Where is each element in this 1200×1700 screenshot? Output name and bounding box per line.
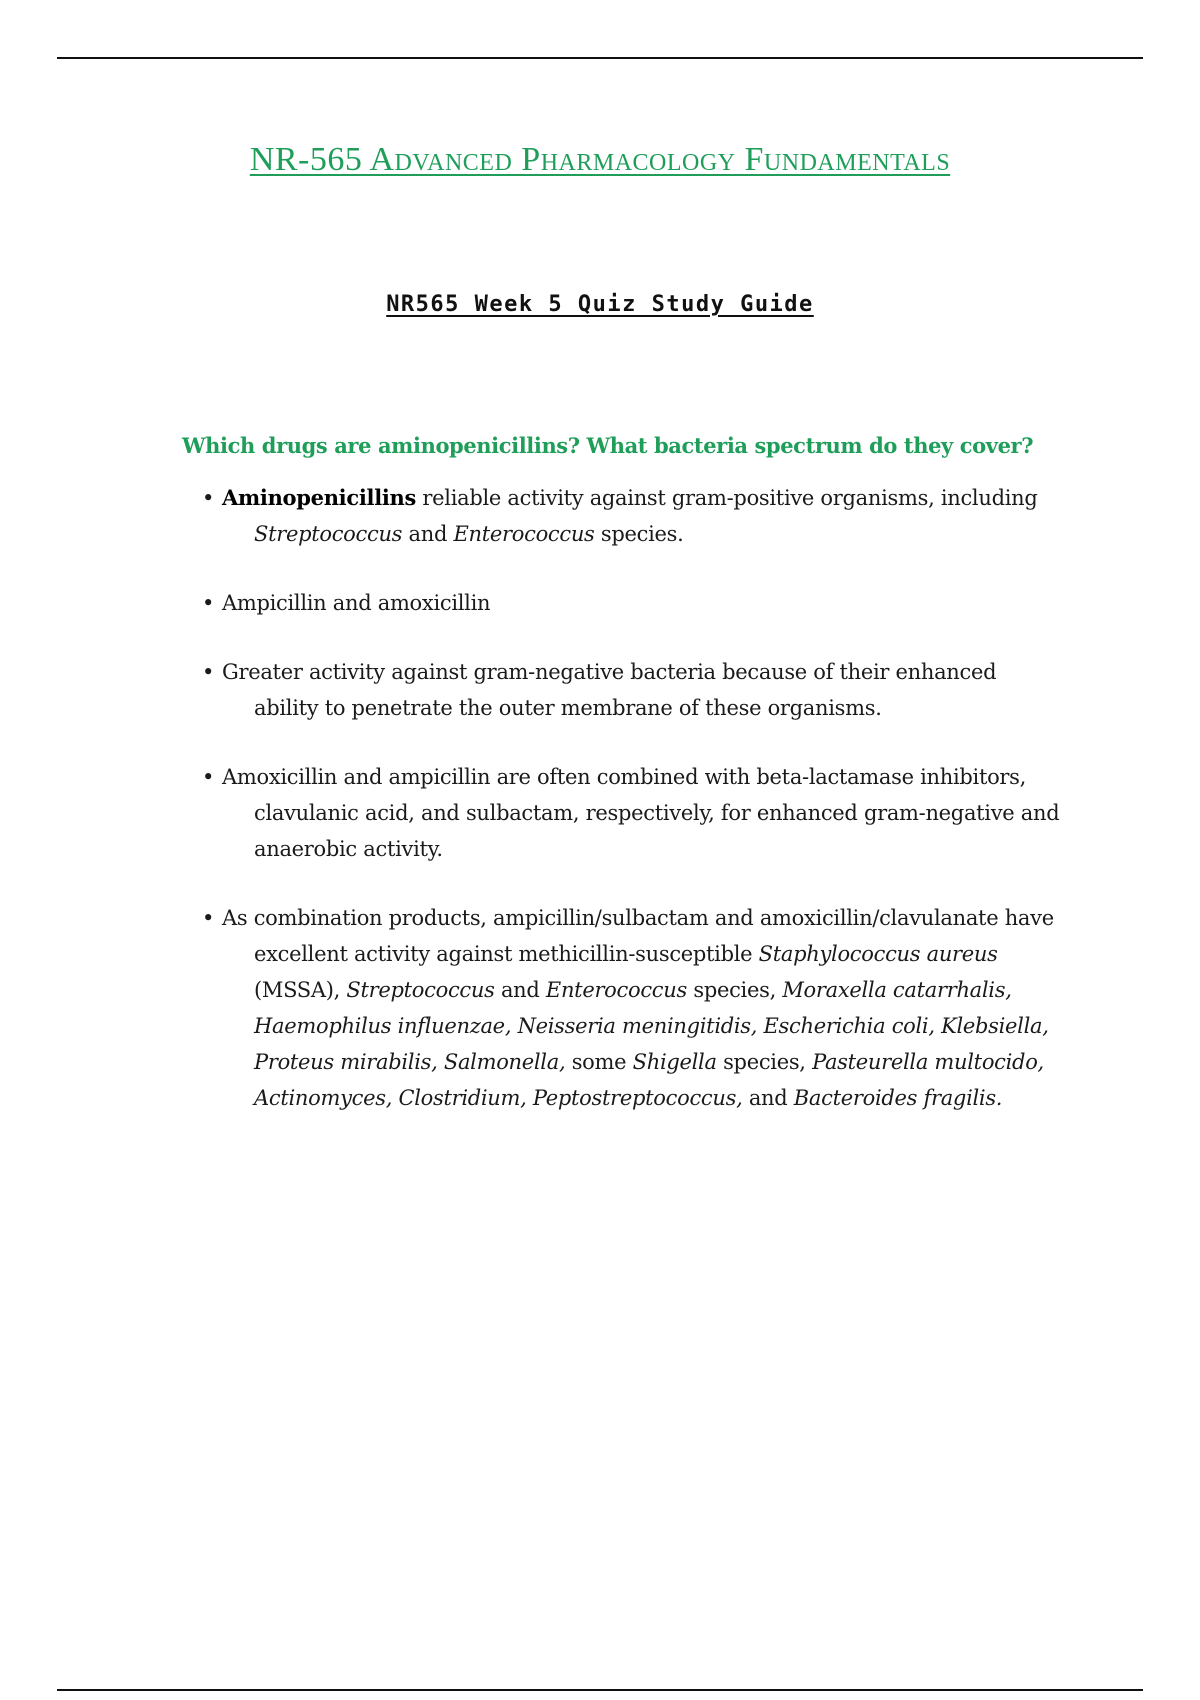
- study-guide-title-text: NR565 Week 5 Quiz Study Guide: [386, 292, 814, 317]
- item-text: some: [565, 1050, 633, 1074]
- organism-name: Staphylococcus aureus: [758, 942, 998, 966]
- item-text: As combination products, ampicillin/sulbactam and amoxicillin/clavulanate have excellent activity against methicillin-susceptible: [222, 906, 1054, 966]
- list-item: [182, 759, 1062, 867]
- item-text: and: [742, 1086, 794, 1110]
- bullet-marker: •: [202, 765, 215, 789]
- organism-name: Enterococcus: [545, 978, 687, 1002]
- organism-name: Streptococcus: [346, 978, 495, 1002]
- item-text: species,: [716, 1050, 813, 1074]
- item-text: reliable activity against gram-positive organisms, including: [416, 486, 1038, 510]
- organism-name: Enterococcus: [453, 522, 595, 546]
- term-aminopenicillins: Aminopenicillins: [222, 485, 417, 510]
- study-guide-title: [0, 288, 1200, 317]
- item-text: (MSSA),: [254, 978, 347, 1002]
- bullet-marker: •: [202, 591, 215, 615]
- item-text: and: [402, 522, 454, 546]
- item-text: Ampicillin and amoxicillin: [222, 591, 491, 615]
- list-item: [182, 585, 1062, 621]
- organism-name: Moraxella catarrhalis, Haemophilus influenzae, Neisseria meningitidis, Escherichia coli, Klebsiella, Proteus mirabilis, Salmonella,: [254, 978, 1049, 1074]
- list-item: [182, 654, 1062, 726]
- list-item: [182, 900, 1062, 1116]
- organism-name: Streptococcus: [254, 522, 403, 546]
- course-title: [0, 140, 1200, 179]
- item-text: species.: [594, 522, 684, 546]
- organism-name: Bacteroides fragilis.: [793, 1086, 1003, 1110]
- top-rule: [57, 57, 1143, 59]
- organism-name: Pasteurella multocido, Actinomyces, Clostridium, Peptostreptococcus,: [254, 1050, 1044, 1110]
- item-text: and: [494, 978, 546, 1002]
- bullet-list: [182, 480, 1062, 1116]
- bullet-marker: •: [202, 486, 215, 510]
- content-section: [182, 433, 1062, 1149]
- bottom-rule: [57, 1689, 1143, 1691]
- course-title-text: NR-565 Advanced Pharmacology Fundamentals: [249, 141, 951, 178]
- list-item: [182, 480, 1062, 552]
- bullet-marker: •: [202, 660, 215, 684]
- bullet-marker: •: [202, 906, 215, 930]
- item-text: Greater activity against gram-negative bacteria because of their enhanced ability to penetrate the outer membrane of these organisms.: [222, 660, 997, 720]
- organism-name: Shigella: [632, 1050, 717, 1074]
- section-question: Which drugs are aminopenicillins? What bacteria spectrum do they cover?: [182, 433, 1034, 458]
- item-text: Amoxicillin and ampicillin are often combined with beta-lactamase inhibitors, clavulanic acid, and sulbactam, respectively, for enhanced gram-negative and anaerobic activity.: [222, 765, 1060, 861]
- item-text: species,: [686, 978, 783, 1002]
